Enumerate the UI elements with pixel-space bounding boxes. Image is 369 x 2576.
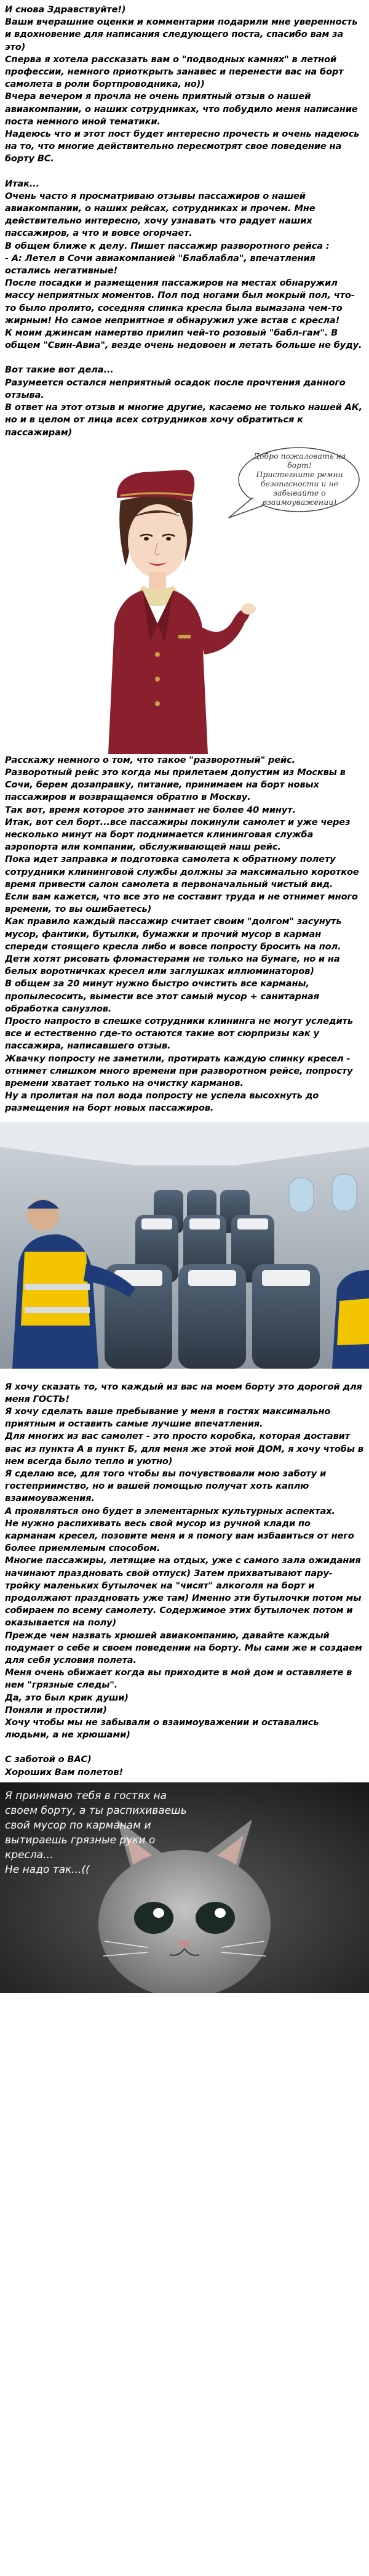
signoff-line: Хороших Вам полетов! bbox=[5, 1766, 124, 1777]
seat-row-near bbox=[105, 1264, 320, 1369]
bubble-line: взаимоуважении) bbox=[262, 497, 337, 507]
spacer bbox=[0, 1369, 369, 1381]
appeal-paragraph: Меня очень обижает когда вы приходите в мой дом и оставляете в нем "грязные следы". bbox=[5, 1667, 352, 1691]
turnaround-paragraph: Просто напросто в спешке сотрудники клининга не могут уследить все и естественно где-то остаются такие вот сюрпризы как у пассажира, написавшего отзыв. bbox=[5, 1015, 353, 1052]
bubble-line: забывайте о bbox=[273, 488, 326, 497]
appeal-paragraph: Хочу чтобы мы не забывали о взаимоуважении и оставались людьми, а не хрюшами) bbox=[5, 1717, 319, 1741]
appeal-paragraph: Поняли и простили) bbox=[5, 1704, 107, 1715]
arm bbox=[197, 608, 250, 654]
speech-bubble-text bbox=[245, 451, 354, 510]
turnaround-paragraph: Если вам кажется, что все это не составит труда и не отнимет много времени, то вы ошибаетесь) bbox=[5, 891, 358, 915]
intro-paragraph: Вчера вечером я прочла не очень приятный отзыв о нашей авиакомпании, о наших сотрудниках, что побудило меня написание поста немного иной тематики. bbox=[5, 91, 358, 127]
spacer bbox=[0, 166, 369, 178]
appeal-paragraph: Я хочу сделать ваше пребывание у меня в гостях максимально приятным и оставить самые лучшие впечатления. bbox=[5, 1406, 331, 1430]
cat-caption-line: своем борту, а ты распихиваешь bbox=[5, 1804, 187, 1817]
review-quote: После посадки и размещения пассажиров на местах обнаружил массу неприятных моментов. Пол под ногами был мокрый пол, что-то было пролито, соседняя спинка кресла была вымазана чем-то жирным! Но самое неприятное я обнаружил уже встав с кресла! bbox=[5, 278, 355, 326]
cat-caption-line: кресла... bbox=[5, 1848, 54, 1861]
intro-paragraph: Ваши вчерашние оценки и комментарии подарили мне уверенность и вдохновение для написания следующего поста, спасибо вам за это) bbox=[5, 17, 358, 52]
review-quote: К моим джинсам намертво прилип чей-то розовый "бабл-гам". В общем "Свин-Авиа", везде очень недовоен и летать больше не буду. bbox=[5, 328, 362, 351]
cat-eye bbox=[134, 1902, 173, 1934]
spacer bbox=[0, 352, 369, 364]
cat-caption-line: свой мусор по карманам и bbox=[5, 1819, 151, 1832]
spacer bbox=[0, 1741, 369, 1753]
review-section bbox=[0, 178, 369, 352]
review-paragraph: Очень часто я просматриваю отзывы пассажиров о нашей авиакомпании, о наших рейсах, сотрудниках и прочем. Мне действительно интересно, хочу узнавать что радует наших пассажиров, а что и вовсе огорчает. bbox=[5, 190, 315, 239]
turnaround-paragraph: Пока идет заправка и подготовка самолета к обратному полету сотрудники клининговой службы должны за максимально короткое время привести салон самолета в первоначальный чистый вид. bbox=[5, 854, 359, 890]
appeal-paragraph: Не нужно распихивать весь свой мусор из ручной клади по карманам кресел, позовите меня и я помогу вам избавиться от него более приемлемым способом. bbox=[5, 1518, 354, 1554]
after-review-paragraph: В ответ на этот отзыв и многие другие, касаемо не только нашей АК, но и в целом от лица всех сотрудников хочу обратиться к пассажирам) bbox=[5, 402, 362, 438]
review-paragraph: Итак... bbox=[5, 178, 40, 189]
appeal-paragraph: А проявляться оно будет в элементарных культурных аспектах. bbox=[5, 1505, 335, 1516]
turnaround-paragraph: Жвачку попросту не заметили, протирать каждую спинку кресел - отнимет слишком много времени при разворотном рейсе, попросту времени хватает только на очистку карманов. bbox=[5, 1053, 353, 1089]
turnaround-paragraph: Разворотный рейс это когда мы прилетаем допустим из Москвы в Сочи, берем дозаправку, питание, принимаем на борт новых пассажиров и возвращаемся обратно в Москву. bbox=[5, 767, 346, 803]
review-quote: - А: Летел в Сочи авиакомпанией "Блаблабла", впечатления остались негативные! bbox=[5, 252, 315, 276]
turnaround-paragraph: В общем за 20 минут нужно быстро очистить все карманы, пропылесосить, вымести все этот самый мусор + санитарная обработка санузлов. bbox=[5, 978, 319, 1014]
appeal-paragraph: Я хочу сказать то, что каждый из вас на моем борту это дорогой для меня ГОСТЬ! bbox=[5, 1381, 362, 1404]
cat-picture bbox=[0, 1782, 369, 1993]
appeal-section bbox=[0, 1381, 369, 1742]
cabin-cleaning-photo bbox=[0, 1122, 369, 1369]
cat-caption-line: Я принимаю тебя в гостях на bbox=[5, 1789, 167, 1802]
appeal-paragraph: Я сделаю все, для того чтобы вы почувствовали мою заботу и гостеприимство, но и вашей помощью получат хоть каплю взаимоуважения. bbox=[5, 1468, 327, 1504]
turnaround-section bbox=[0, 754, 369, 1115]
signoff-line: С заботой о ВАС) bbox=[5, 1754, 92, 1765]
after-review-paragraph: Разумеется остался неприятный осадок после прочтения данного отзыва. bbox=[5, 377, 346, 400]
intro-paragraph: Сперва я хотела рассказать вам о "подводных камнях" в летной профессии, немного приоткрыть занавес и перенести вас на борт самолета в роли бортпроводника, но)) bbox=[5, 54, 344, 90]
intro-section bbox=[0, 0, 369, 166]
turnaround-paragraph: Ну а пролитая на пол вода попросту не успела высохнуть до размещения на борт новых пассажиров. bbox=[5, 1090, 319, 1114]
signoff-section bbox=[0, 1753, 369, 1778]
after-review-paragraph: Вот такие вот дела... bbox=[5, 364, 114, 376]
bubble-line: Добро пожаловать на борт! bbox=[253, 451, 346, 470]
review-paragraph: В общем ближе к делу. Пишет пассажир разворотного рейса : bbox=[5, 240, 330, 251]
turnaround-paragraph: Итак, вот сел борт...все пассажиры покинули самолет и уже через несколько минут на борт поднимается клининговая служба аэропорта или компании, обслуживающей наш рейс. bbox=[5, 816, 351, 853]
appeal-paragraph: Да, это был крик души) bbox=[5, 1692, 129, 1703]
stewardess-illustration bbox=[0, 439, 369, 754]
appeal-paragraph: Многие пассажиры, летящие на отдых, уже с самого зала ожидания начинают праздновать свой отпуск) Затем прихватывают пару-тройку маленьких бутылочек на "чисят" алкоголя на борт и продолжают праздновать уже там) Именно эти бутылочки потом мы собираем по всему самолету. Содержимое этих бутылочек потом и оказывается на полу) bbox=[5, 1555, 362, 1628]
cat-caption-line: вытираешь грязные руки о bbox=[5, 1833, 156, 1846]
bubble-line: безопасности и не bbox=[260, 478, 339, 488]
intro-paragraph: И снова Здравствуйте!) bbox=[5, 4, 126, 15]
cat-caption-line: Не надо так...(( bbox=[5, 1863, 90, 1876]
cat-eye bbox=[196, 1902, 235, 1934]
hat bbox=[117, 470, 194, 501]
intro-paragraph: Надеюсь что и этот пост будет интересно прочесть и очень надеюсь на то, что многие действительно пересмотрят свое поведение на борту ВС. bbox=[5, 129, 360, 164]
appeal-paragraph: Прежде чем назвать хрюшей авиакомпанию, давайте каждый подумает о себе и своем поведении на борту. Мы сами же и создаем для себя условия полета. bbox=[5, 1630, 362, 1666]
after-review-section bbox=[0, 364, 369, 438]
turnaround-paragraph: Так вот, время которое это занимает не более 40 минут. bbox=[5, 804, 296, 815]
uniform bbox=[108, 590, 208, 754]
turnaround-paragraph: Как правило каждый пассажир считает своим "долгом" засунуть мусор, фантики, бутылки, бумажки и прочий мусор в карман спереди стоящего кресла либо и вовсе попросту бросить на пол. Дети хотят рисовать фломастерами не только на бумаге, но и на белых воротничках кресел или заглушках иллюминаторов) bbox=[5, 916, 342, 977]
bubble-line: Пристегните ремни bbox=[256, 469, 343, 479]
appeal-paragraph: Для многих из вас самолет - это просто коробка, которая доставит вас из пункта А в пункт Б, для меня же этой мой ДОМ, я хочу чтобы в нем всегда было тепло и уютно) bbox=[5, 1431, 363, 1467]
cabin-drawing bbox=[0, 1122, 369, 1369]
cat-caption bbox=[5, 1789, 189, 1877]
turnaround-paragraph: Расскажу немного о том, что такое "разворотный" рейс. bbox=[5, 754, 295, 765]
